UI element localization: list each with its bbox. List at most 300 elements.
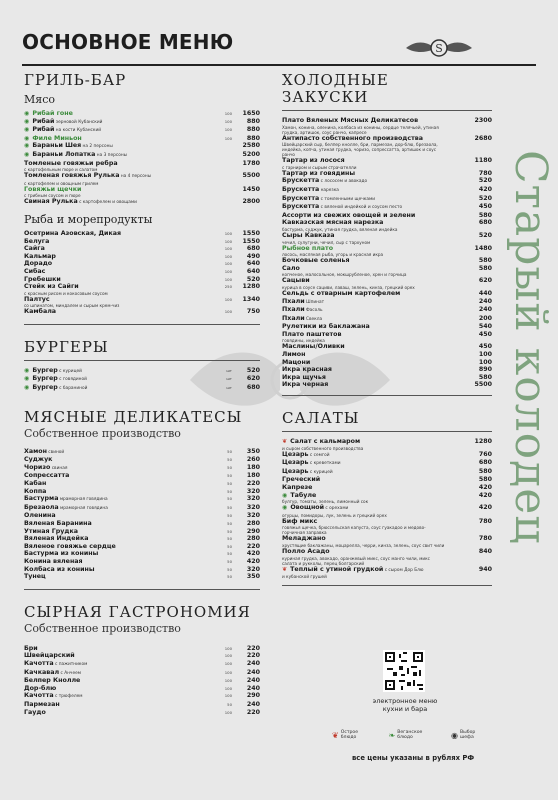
item-title: Тунец — [24, 573, 46, 581]
item-note: свиная — [50, 465, 68, 471]
item-unit: 100 — [224, 685, 232, 691]
menu-item — [282, 277, 492, 290]
item-name — [282, 212, 446, 220]
item-price: 780 — [478, 169, 492, 177]
menu-item — [282, 359, 492, 367]
item-unit: 100 — [224, 135, 232, 141]
item-name — [24, 160, 214, 173]
item-price: 520 — [246, 275, 260, 283]
item-title: Брускетта — [282, 185, 320, 193]
item-price: 620 — [246, 375, 260, 383]
item-price: 290 — [246, 692, 260, 700]
menu-item — [282, 232, 492, 245]
menu-item — [24, 276, 260, 284]
chef-icon: ◉ — [451, 730, 458, 740]
menu-item — [282, 518, 492, 536]
item-unit: 100 — [224, 127, 232, 133]
item-unit: 100 — [224, 246, 232, 252]
menu-item — [24, 186, 260, 199]
burger-list — [24, 367, 260, 393]
item-price: 1280 — [474, 438, 492, 446]
item-title: Вяленая Баранина — [24, 520, 92, 527]
item-title: Брезаола — [24, 503, 59, 511]
item-title: Бургер — [32, 384, 58, 392]
chef-icon: ◉ — [24, 126, 32, 134]
item-description: говядины, индейка — [282, 338, 325, 344]
item-note: с картофелем и овощами — [77, 200, 137, 206]
item-name — [282, 170, 446, 178]
item-title: Оленина — [24, 512, 56, 520]
item-price: 940 — [478, 565, 492, 573]
menu-item — [24, 198, 260, 207]
chef-icon: ◉ — [282, 504, 290, 512]
item-unit: 50 — [227, 566, 232, 572]
item-price: 520 — [478, 177, 492, 185]
menu-item — [24, 448, 260, 457]
item-unit: шт — [226, 376, 232, 382]
item-price: 640 — [246, 267, 260, 275]
menu-item — [282, 290, 492, 298]
section-subtitle-cheese: Собственное производство — [24, 621, 181, 635]
item-price: 220 — [246, 708, 260, 716]
item-name — [24, 110, 214, 118]
chef-icon: ◉ — [24, 384, 32, 392]
menu-item — [282, 170, 492, 178]
menu-item — [282, 195, 492, 204]
item-name — [282, 277, 446, 290]
item-price: 580 — [478, 257, 492, 265]
item-price: 880 — [246, 117, 260, 125]
item-unit: 100 — [224, 296, 232, 302]
item-name — [282, 257, 446, 265]
menu-item — [282, 476, 492, 484]
item-description: с картофельным пюре и салатом — [24, 167, 98, 173]
meat-list — [24, 110, 260, 207]
item-description: Хамон, конина, оленина, колбаса из конины, сердце телячьей, утиная грудка, артишок, соус ранчо, капресе — [282, 124, 439, 135]
menu-item — [282, 566, 492, 580]
qr-code-icon[interactable] — [383, 650, 425, 692]
item-note: Фасоль — [304, 308, 323, 314]
item-unit: 50 — [227, 574, 232, 580]
menu-item — [24, 709, 260, 717]
item-title: Бри — [24, 644, 38, 652]
menu-item — [282, 219, 492, 232]
menu-item — [282, 459, 492, 468]
salad-list — [282, 438, 492, 579]
menu-item — [282, 186, 492, 195]
item-note: с говядиной — [57, 377, 87, 383]
item-title: Белпер Кнолле — [24, 677, 81, 685]
section-cold — [282, 72, 492, 396]
menu-item — [282, 135, 492, 158]
item-name — [24, 566, 214, 574]
item-price: 1280 — [242, 283, 260, 291]
item-note: с креветками — [308, 461, 341, 467]
item-title: Сыры Кавказа — [282, 231, 335, 239]
menu-item — [24, 135, 260, 143]
item-name — [282, 117, 446, 135]
item-price: 220 — [246, 644, 260, 652]
item-name — [24, 142, 214, 151]
item-title: Колбаса из конины — [24, 565, 95, 573]
item-title: Пхали — [282, 306, 305, 314]
fish-list — [24, 230, 260, 316]
menu-item — [24, 495, 260, 504]
legend-item-spicy — [332, 730, 363, 740]
menu-item — [24, 283, 260, 296]
item-price: 2580 — [242, 142, 260, 150]
menu-item — [24, 692, 260, 701]
section-divider — [282, 585, 492, 586]
item-price: 680 — [246, 245, 260, 253]
item-description: хрустящие баклажаны, моцарелла, черри, кинза, зелень, соус свит чили — [282, 542, 445, 548]
menu-item — [24, 238, 260, 246]
item-name — [24, 520, 214, 528]
menu-item — [24, 677, 260, 685]
item-price: 100 — [478, 358, 492, 366]
item-name — [24, 238, 214, 246]
item-title: Меладжано — [282, 535, 326, 543]
item-price: 2800 — [242, 198, 260, 206]
menu-item — [24, 701, 260, 709]
chef-icon: ◉ — [24, 134, 32, 142]
right-column — [282, 72, 492, 600]
chef-icon: ◉ — [24, 366, 32, 374]
item-title: Кальмар — [24, 252, 56, 260]
cold-list — [282, 117, 492, 389]
item-price: 260 — [246, 456, 260, 464]
item-name — [24, 573, 214, 581]
item-description: с картофелем и овощным грилем — [24, 180, 99, 186]
item-price: 2300 — [474, 117, 492, 124]
item-price: 520 — [246, 366, 260, 374]
item-description: Швейцарский сыр, белпер кнолле, бри, пармезан, дор-блю, брезаола, индейка, копча, утиная грудка, чоризо, сопрессатта, артишок и соус ранчо — [282, 142, 438, 158]
item-price: 1340 — [242, 295, 260, 303]
item-price: 420 — [246, 557, 260, 565]
subhead-meat: Мясо — [24, 93, 55, 106]
item-description: лосось, масляная рыба, угорь и красная икра — [282, 252, 384, 258]
item-note: с бараниной — [57, 386, 88, 392]
item-title: Брускетта — [282, 203, 320, 211]
item-name — [24, 701, 214, 709]
menu-item — [24, 260, 260, 268]
item-title: Дор-блю — [24, 684, 57, 692]
chef-icon: ◉ — [282, 491, 290, 499]
item-price: 350 — [246, 573, 260, 581]
logo-letter: S — [435, 42, 443, 55]
item-price: 320 — [246, 565, 260, 573]
section-divider — [282, 110, 492, 111]
item-note: с семгой — [308, 452, 330, 458]
item-name — [24, 308, 214, 316]
item-name — [282, 484, 446, 492]
item-title: Гребешки — [24, 275, 61, 283]
item-price: 180 — [246, 472, 260, 480]
item-title: Теплый с утиной грудкой — [290, 565, 384, 573]
item-title: Овощной — [290, 504, 325, 512]
item-price: 540 — [478, 323, 492, 331]
chili-icon: ❦ — [282, 565, 290, 573]
item-note: с орехами — [324, 506, 349, 512]
item-name — [24, 126, 214, 135]
item-price: 240 — [478, 306, 492, 314]
section-title-deli: МЯСНЫЕ ДЕЛИКАТЕСЫ — [24, 407, 243, 426]
item-title: Икра щучья — [282, 373, 326, 381]
cheese-list — [24, 645, 260, 716]
item-title: Качотта — [24, 692, 54, 700]
item-price: 1180 — [474, 157, 492, 165]
item-price: 1650 — [242, 110, 260, 117]
item-price: 420 — [478, 484, 492, 491]
item-note: зерновой Кубанский — [54, 119, 103, 125]
item-name — [282, 548, 446, 566]
menu-item — [282, 265, 492, 278]
item-price: 780 — [478, 517, 492, 525]
item-title: Цезарь — [282, 459, 309, 467]
item-title: Кавказская мясная нарезка — [282, 219, 384, 227]
item-name — [282, 290, 446, 298]
menu-item — [24, 685, 260, 693]
item-unit: 100 — [224, 230, 232, 236]
item-title: Стейк из Сайги — [24, 283, 79, 291]
item-description: с гарниром и сырым страчателли — [282, 164, 357, 170]
item-unit: 50 — [227, 536, 232, 542]
item-unit: 100 — [224, 309, 232, 315]
item-note: на кости Кубанский — [54, 128, 102, 134]
item-name — [24, 669, 214, 678]
menu-item — [282, 177, 492, 186]
menu-item — [282, 157, 492, 170]
item-title: Томленые говяжьи ребра — [24, 159, 118, 167]
item-name — [24, 660, 214, 669]
item-price: 750 — [246, 308, 260, 316]
item-note: Свекла — [304, 316, 323, 322]
chef-icon: ◉ — [24, 117, 32, 125]
item-title: Плато Вяленых Мясных Деликатесов — [282, 117, 419, 124]
item-price: 620 — [478, 277, 492, 285]
section-cheese — [24, 604, 260, 716]
item-note: на 2 персоны — [81, 144, 113, 150]
item-note: на 4 персоны — [119, 174, 152, 180]
item-price: 840 — [478, 547, 492, 555]
item-title: Рыбное плато — [282, 244, 334, 252]
menu-item — [282, 351, 492, 359]
menu-item — [282, 535, 492, 548]
item-name — [282, 359, 446, 367]
item-price: 680 — [478, 459, 492, 467]
section-title-cold-1: ХОЛОДНЫЕ — [282, 71, 389, 89]
item-description: курица в соусе сациви, лаваш, зелень, кинза, грецкий орех — [282, 284, 415, 290]
item-title: Рибай гоне — [32, 110, 73, 117]
item-unit: 100 — [224, 276, 232, 282]
item-price: 240 — [478, 297, 492, 305]
section-title-burgers: БУРГЕРЫ — [24, 337, 109, 356]
menu-item — [282, 484, 492, 492]
item-price: 320 — [246, 487, 260, 495]
qr-caption — [350, 697, 460, 713]
item-title: Ассорти из свежих овощей и зелени — [282, 211, 416, 219]
item-title: Бастурма из конины — [24, 550, 99, 558]
item-title: Брускетта — [282, 177, 320, 185]
item-price: 450 — [478, 343, 492, 351]
footer-note: все цены указаны в рублях РФ — [352, 754, 475, 762]
item-title: Бараньи Лопатка — [32, 150, 96, 158]
item-title: Плато паштетов — [282, 330, 342, 338]
item-title: Белуга — [24, 237, 50, 245]
item-name — [24, 543, 214, 551]
item-unit: 50 — [227, 473, 232, 479]
item-price: 5200 — [242, 150, 260, 158]
item-name — [282, 219, 446, 232]
menu-item — [282, 343, 492, 351]
vertical-brand — [498, 150, 558, 740]
item-price: 240 — [246, 659, 260, 667]
item-title: Бастурма — [24, 495, 59, 503]
section-title-cheese: СЫРНАЯ ГАСТРОНОМИЯ — [24, 602, 251, 621]
item-price: 450 — [478, 330, 492, 338]
legend-item-chef — [451, 730, 482, 740]
item-title: Хамон — [24, 447, 47, 455]
item-price: 420 — [478, 504, 492, 512]
item-title: Конина вяленая — [24, 557, 83, 565]
item-title: Пхали — [282, 297, 305, 305]
item-title: Мацони — [282, 358, 311, 366]
item-name — [282, 374, 446, 382]
menu-item — [282, 366, 492, 374]
item-price: 760 — [478, 450, 492, 458]
item-title: Сибас — [24, 267, 46, 275]
item-note: мраморная говядина — [58, 497, 108, 503]
item-title: Сопрессатта — [24, 472, 70, 480]
menu-item — [282, 381, 492, 389]
leaf-icon: ❧ — [388, 730, 396, 740]
item-name — [282, 177, 446, 186]
item-description: с грибным соусом и пюре — [24, 193, 81, 199]
item-unit: 100 — [224, 669, 232, 675]
item-price: 1550 — [242, 237, 260, 245]
item-price: 880 — [246, 134, 260, 142]
item-title: Цезарь — [282, 467, 309, 475]
item-unit: 100 — [224, 645, 232, 651]
item-name — [24, 375, 214, 384]
menu-item — [24, 480, 260, 488]
section-divider — [24, 360, 260, 361]
item-price: 280 — [246, 535, 260, 543]
item-name — [24, 186, 214, 199]
qr-caption-line1: электронное меню — [372, 697, 438, 705]
item-name — [24, 384, 214, 393]
chef-icon: ◉ — [24, 142, 32, 150]
item-name — [282, 476, 446, 484]
item-name — [24, 367, 214, 376]
item-title: Рибай — [32, 126, 55, 134]
item-price: 290 — [246, 527, 260, 535]
menu-item — [282, 245, 492, 258]
item-note: с курицей — [308, 469, 333, 475]
item-name — [24, 464, 214, 473]
item-price: 580 — [478, 476, 492, 484]
item-note: с трюфелем — [53, 694, 83, 700]
item-price: 420 — [246, 550, 260, 558]
section-divider — [282, 431, 492, 432]
item-name — [282, 331, 446, 344]
section-divider — [24, 324, 260, 325]
item-name — [282, 306, 446, 315]
legend — [332, 730, 482, 740]
item-name — [24, 558, 214, 566]
item-title: Антипасто собственного производства — [282, 134, 423, 142]
section-salads — [282, 410, 492, 586]
item-title: Осетрина Азовская, Дикая — [24, 229, 122, 237]
item-unit: 50 — [227, 504, 232, 510]
item-name — [24, 151, 214, 160]
item-note: с курицей — [57, 368, 82, 374]
item-price: 580 — [478, 373, 492, 381]
item-title: Швейцарский — [24, 652, 75, 660]
item-price: 580 — [478, 467, 492, 475]
item-note: с Анчеем — [59, 670, 82, 676]
item-description: бастурма, суджук, утиная грудка, вяленая индейка — [282, 226, 398, 232]
item-name — [24, 535, 214, 543]
item-name — [282, 459, 446, 468]
item-price: 240 — [246, 700, 260, 708]
menu-item — [24, 535, 260, 543]
item-name — [282, 492, 446, 505]
menu-item — [24, 456, 260, 464]
menu-item — [24, 472, 260, 480]
menu-item — [24, 543, 260, 551]
item-unit: 100 — [224, 653, 232, 659]
item-title: Полло Асадо — [282, 547, 330, 555]
item-name — [282, 518, 446, 536]
item-unit: 50 — [227, 551, 232, 557]
menu-item — [24, 652, 260, 660]
menu-item — [24, 110, 260, 118]
item-title: Вяленое говяжье сердце — [24, 542, 116, 550]
item-name — [24, 480, 214, 488]
item-price: 320 — [246, 503, 260, 511]
item-name — [282, 438, 446, 451]
item-name — [282, 195, 446, 204]
item-note: с пажитником — [53, 661, 88, 667]
item-unit: 100 — [224, 111, 232, 116]
menu-item — [24, 464, 260, 473]
menu-item — [282, 438, 492, 451]
item-title: Сельдь с отварным картофелем — [282, 289, 401, 297]
item-title: Вяленая Индейка — [24, 535, 89, 543]
legend-label: Выбор шефа — [459, 730, 476, 740]
menu-item — [282, 548, 492, 566]
item-title: Пхали — [282, 314, 305, 322]
item-title: Бочковые соленья — [282, 257, 350, 265]
item-price: 420 — [478, 185, 492, 193]
chef-icon: ◉ — [24, 375, 32, 383]
item-name — [24, 296, 214, 309]
item-price: 450 — [478, 203, 492, 211]
item-note: на 3 персоны — [95, 152, 128, 158]
item-description: и сыром собственного производства — [282, 445, 364, 451]
item-price: 520 — [478, 194, 492, 202]
item-price: 640 — [246, 260, 260, 268]
item-unit: 50 — [227, 543, 232, 549]
item-name — [282, 366, 446, 374]
item-title: Качотта — [24, 659, 54, 667]
legend-item-vegan — [389, 730, 426, 740]
menu-item — [24, 512, 260, 520]
item-description: копченое, малосольное, мокшрубленое, хрен и горчица — [282, 272, 407, 278]
item-name — [282, 157, 446, 170]
item-name — [24, 488, 214, 496]
